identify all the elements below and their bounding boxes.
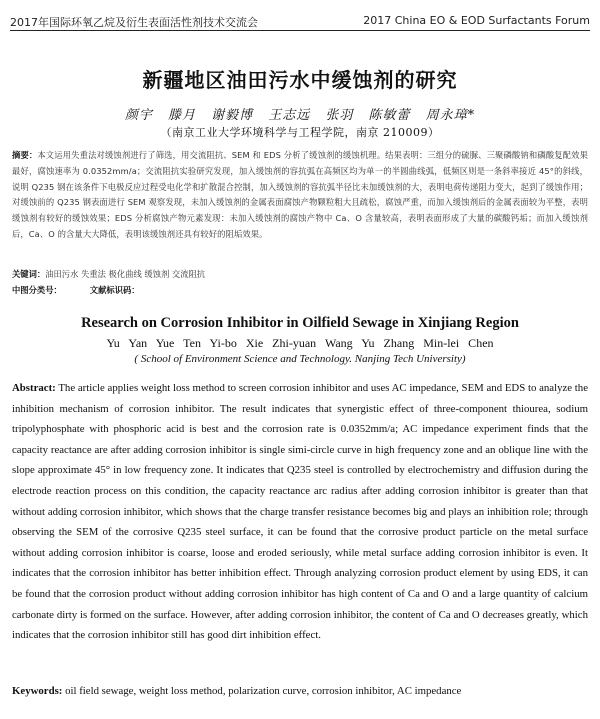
chinese-authors: 颜宇 滕月 谢毅博 王志远 张羽 陈敏蕾 周永璋*	[124, 108, 476, 123]
chinese-abstract	[12, 148, 588, 243]
running-header	[10, 8, 590, 31]
chinese-title: 新疆地区油田污水中缓蚀剂的研究	[142, 68, 458, 92]
chinese-keywords-label: 关键词：	[12, 269, 46, 279]
chinese-abstract-label: 摘要：	[12, 150, 38, 160]
chinese-affiliation: （南京工业大学环境科学与工程学院，南京 210009）	[160, 126, 440, 139]
english-affiliation: ( School of Environment Science and Technology. Nanjing Tech University)	[134, 353, 466, 365]
document-code-label: 文献标识码：	[89, 285, 140, 295]
header-conference-cn: 2017年国际环氧乙烷及衍生表面活性剂技术交流会	[10, 16, 258, 29]
english-abstract	[12, 378, 588, 646]
chinese-keywords	[12, 268, 205, 280]
english-keywords-label: Keywords:	[12, 685, 63, 697]
header-conference-en: 2017 China EO & EOD Surfactants Forum	[363, 14, 590, 27]
english-authors: Yu Yan Yue Ten Yi-bo Xie Zhi-yuan Wang Yu Zhang Min-lei Chen	[106, 336, 494, 350]
english-keywords	[12, 685, 461, 697]
class-number-label: 中图分类号：	[12, 285, 62, 295]
english-abstract-text: The article applies weight loss method to screen corrosion inhibitor and uses AC impedance, SEM and EDS to analyze the inhibition mechanism of corrosion inhibitor. The result indicates that synergistic effect of three-component thiourea, sodium tripolyphosphate with phosphoric acid is best and the corrosion rate is 0.0352mm/a; AC impedance experiment finds that the capacity reactance are after adding corrosion inhibitor is single simi-circle curve in high frequency zone and an oblique line with the slope approximate 45° in low frequency zone. It indicates that Q235 steel is controlled by electrochemistry and diffusion during the electrode reaction process on this condition, the capacity reactance arc radius after adding corrosion inhibitor is greater than that without adding corrosion inhibitor, which shows that the charge transfer resistance becomes big and plays an inhibition role; through observing the SEM of the corrosive Q235 steel surface, it can be found that the corrosive product particle on the metal surface without adding corrosion inhibitor is coarse, loose and eroded seriously, while metal surface adding corrosion inhibitor is even. It indicates that the corrosion inhibitor has better inhibition effect. Through analyzing corrosion product element by using EDS, it can be found that the corrosion product without adding corrosion inhibitor has high content of Ca and O and a large quantity of calcium carbonate dirty is formed on the surface. However, after adding corrosion inhibitor, the content of Ca and O decreases greatly, which indicates that the corrosion inhibitor still has good dirt inhibition effect.	[12, 382, 588, 642]
english-abstract-label: Abstract:	[12, 382, 56, 394]
chinese-keywords-text: 油田污水 失重法 极化曲线 缓蚀剂 交流阻抗	[45, 269, 206, 279]
english-title: Research on Corrosion Inhibitor in Oilfield Sewage in Xinjiang Region	[81, 315, 519, 331]
chinese-abstract-text: 本文运用失重法对缓蚀剂进行了筛选，用交流阻抗、SEM 和 EDS 分析了缓蚀剂的缓蚀机理。结果表明：三组分的硫脲、三聚磷酸钠和磷酸复配效果最好，腐蚀速率为 0.0352mm/a；交流阻抗实验研究发现，加入缓蚀剂的容抗弧在高频区均为单一的半圆曲线弧，低频区则是一条斜率接近 45°的斜线，说明 Q235 钢在该条件下电极反应过程受电化学和扩散混合控制，加入缓蚀剂的容抗弧半径比未加缓蚀剂的大，表明电荷传递阻力变大，起到了缓蚀作用；对缓蚀前的 Q235 钢表面进行 SEM 观察发现，未加入缓蚀剂的金属表面腐蚀产物颗粒粗大且疏松，腐蚀严重，而加入缓蚀剂后的金属表面较为平整，表明缓蚀剂有较好的缓蚀效果；EDS 分析腐蚀产物元素发现：未加入缓蚀剂的腐蚀产物中 Ca、O 含量较高，表明表面形成了大量的碳酸钙垢；而加入缓蚀剂后，Ca、O 的含量大大降低，表明该缓蚀剂还具有较好的阻垢效果。	[12, 150, 588, 239]
chinese-classification	[12, 284, 140, 296]
english-keywords-text: oil field sewage, weight loss method, polarization curve, corrosion inhibitor, AC impedance	[65, 685, 462, 697]
